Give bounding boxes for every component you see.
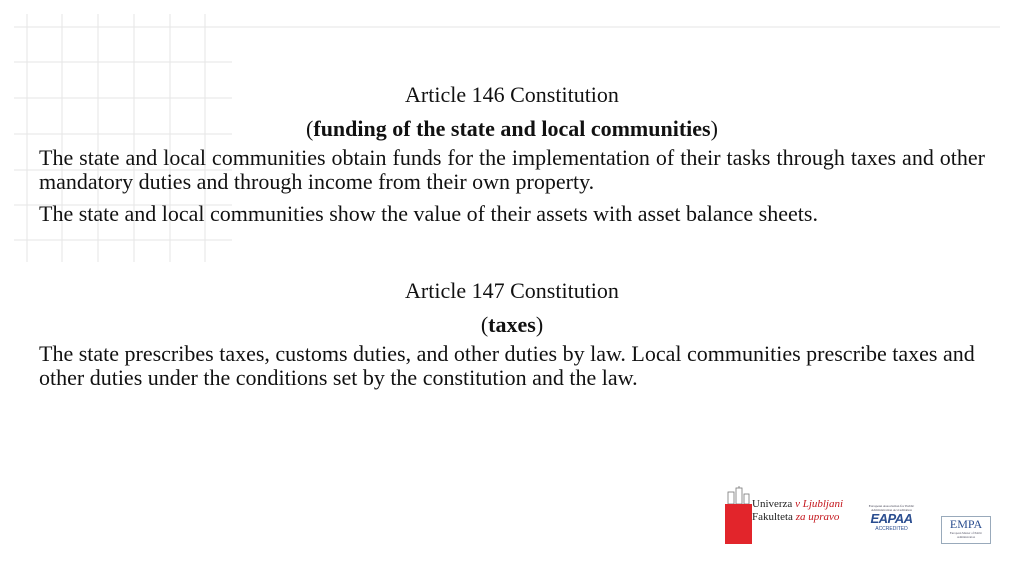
paren-close: ) xyxy=(535,312,544,337)
red-block-icon xyxy=(725,504,752,544)
paren-open: ( xyxy=(480,312,489,337)
university-name-line-1: Univerza v Ljubljani xyxy=(752,498,844,510)
empa-name: EMPA xyxy=(949,517,983,531)
eapaa-full-name: European Association for Public Administration Accreditation xyxy=(868,504,915,512)
footer-logos xyxy=(722,486,992,546)
slide-content xyxy=(39,78,985,390)
eapaa-logo xyxy=(864,504,919,546)
article-146-paragraph-2: The state and local communities show the value of their assets with asset balance sheets. xyxy=(39,201,818,226)
article-147-section xyxy=(39,274,985,390)
paren-open: ( xyxy=(306,116,314,141)
article-146-subject: funding of the state and local communities xyxy=(313,116,711,141)
eapaa-accredited: ACCREDITED xyxy=(875,526,908,532)
empa-logo xyxy=(941,516,991,544)
empa-full-name: European Master of Public Administration xyxy=(949,531,983,539)
article-146-section xyxy=(39,78,985,226)
section-gap xyxy=(39,234,985,274)
article-146-heading: Article 146 Constitution xyxy=(405,82,619,107)
eapaa-name: EAPAA xyxy=(870,511,913,526)
article-147-heading: Article 147 Constitution xyxy=(405,278,619,303)
article-146-subheading xyxy=(39,112,985,146)
university-name-line-2: Fakulteta za upravo xyxy=(752,511,840,523)
university-logo xyxy=(722,486,852,546)
article-146-paragraph-1: The state and local communities obtain funds for the implementation of their tasks through taxes and other mandatory duties and through income from their own property. xyxy=(39,145,985,194)
paren-close: ) xyxy=(710,116,718,141)
article-147-subject: taxes xyxy=(488,312,536,337)
article-147-subheading xyxy=(39,308,985,342)
article-147-paragraph: The state prescribes taxes, customs duties, and other duties by law. Local communities prescribe taxes and other duties under the conditions set by the constitution and the law. xyxy=(39,341,975,390)
castle-icon xyxy=(725,486,752,504)
